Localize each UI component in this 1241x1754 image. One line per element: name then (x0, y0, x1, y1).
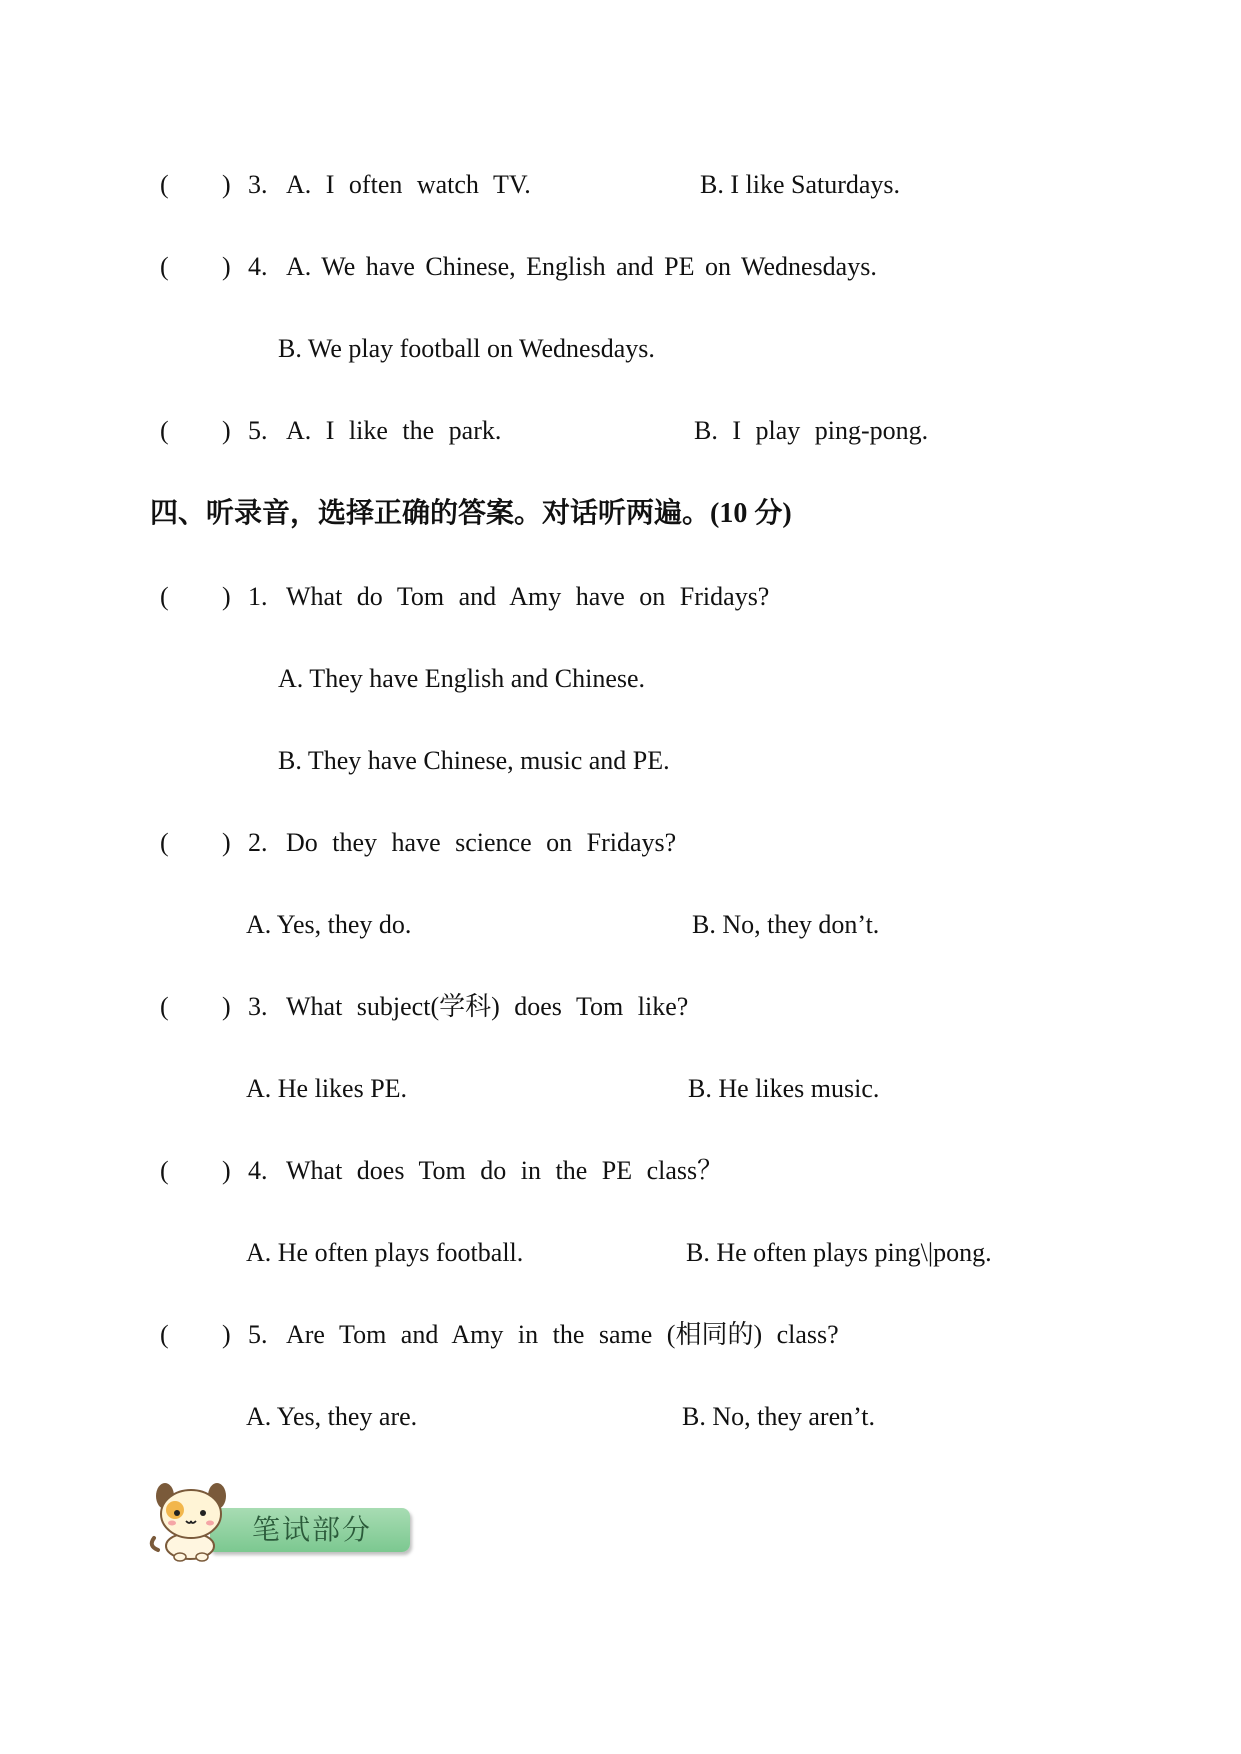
option-b: B. No, they aren’t. (682, 1402, 876, 1431)
question-number: 2. (248, 828, 268, 857)
question-text: What do Tom and Amy have on Fridays? (286, 582, 770, 611)
option-b: B. I play ping-pong. (694, 416, 929, 445)
banner-label: 笔试部分 (252, 1513, 373, 1546)
option-a: A. Yes, they are. (246, 1402, 418, 1431)
answer-paren-open: ( (160, 170, 169, 199)
answer-paren-close: ) (222, 252, 231, 281)
question-number: 3. (248, 170, 268, 199)
option-b: B. We play football on Wednesdays. (278, 334, 655, 363)
question-text: What subject(学科) does Tom like? (286, 992, 689, 1021)
question-text: What does Tom do in the PE class？ (286, 1156, 724, 1185)
question-number: 5. (248, 1320, 268, 1349)
answer-paren-open: ( (160, 1320, 169, 1349)
answer-paren-open: ( (160, 582, 169, 611)
answer-paren-close: ) (222, 416, 231, 445)
option-b: B. He often plays ping\|pong. (686, 1238, 992, 1267)
answer-paren-open: ( (160, 1156, 169, 1185)
written-part-banner (148, 1480, 418, 1560)
answer-paren-close: ) (222, 828, 231, 857)
answer-paren-open: ( (160, 252, 169, 281)
answer-paren-open: ( (160, 416, 169, 445)
option-a: A. I like the park. (286, 416, 502, 445)
option-b: B. He likes music. (688, 1074, 880, 1103)
section-4-title: 四、听录音，选择正确的答案。对话听两遍。(10 分) (150, 498, 792, 529)
option-b: B. No, they don’t. (692, 910, 880, 939)
question-number: 4. (248, 1156, 268, 1185)
option-a: A. He likes PE. (246, 1074, 408, 1103)
question-text: Are Tom and Amy in the same (相同的) class? (286, 1320, 839, 1349)
option-a: A. He often plays football. (246, 1238, 524, 1267)
option-a: A. I often watch TV. (286, 170, 531, 199)
option-a: A. They have English and Chinese. (278, 664, 646, 693)
cartoon-dog-icon (148, 1480, 238, 1562)
answer-paren-close: ) (222, 582, 231, 611)
option-b: B. I like Saturdays. (700, 170, 901, 199)
answer-paren-close: ) (222, 170, 231, 199)
question-number: 4. (248, 252, 268, 281)
question-text: Do they have science on Fridays? (286, 828, 677, 857)
answer-paren-close: ) (222, 992, 231, 1021)
option-a: A. We have Chinese, English and PE on Wednesdays. (286, 252, 877, 281)
question-number: 5. (248, 416, 268, 445)
option-a: A. Yes, they do. (246, 910, 412, 939)
answer-paren-open: ( (160, 992, 169, 1021)
answer-paren-close: ) (222, 1320, 231, 1349)
question-number: 1. (248, 582, 268, 611)
question-number: 3. (248, 992, 268, 1021)
option-b: B. They have Chinese, music and PE. (278, 746, 670, 775)
answer-paren-close: ) (222, 1156, 231, 1185)
answer-paren-open: ( (160, 828, 169, 857)
